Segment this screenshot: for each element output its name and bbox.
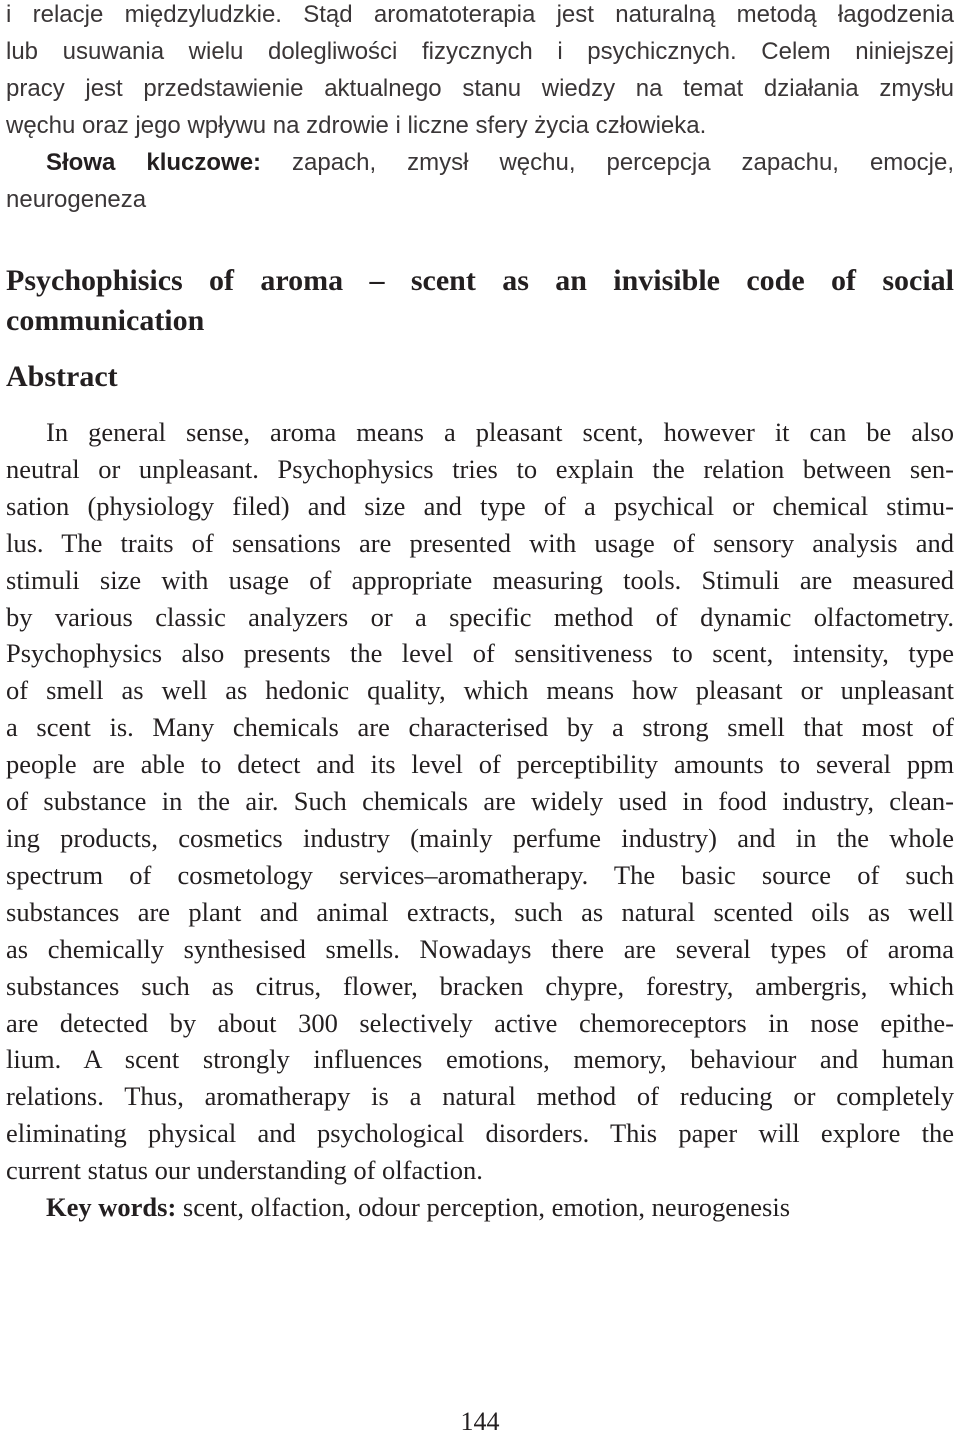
abstract-line: spectrum of cosmetology services–aromatherapy. The basic source of such — [6, 859, 954, 890]
polish-line: i relacje międzyludzkie. Stąd aromatoterapia jest naturalną metodą łagodzenia — [6, 1, 954, 28]
polish-keywords — [6, 144, 954, 218]
paper-page — [6, 0, 954, 1226]
abstract-line: are detected by about 300 selectively active chemoreceptors in nose epithe- — [6, 1007, 954, 1038]
polish-line: pracy jest przedstawienie aktualnego stanu wiedzy na temat działania zmysłu — [6, 75, 954, 102]
abstract-line: a scent is. Many chemicals are characterised by a strong smell that most of — [6, 712, 954, 743]
english-keywords-line — [6, 1189, 954, 1226]
english-keywords — [6, 1189, 954, 1226]
polish-abstract-tail — [6, 0, 954, 144]
polish-keywords-text: zapach, zmysł węchu, percepcja zapachu, emocje, — [261, 149, 954, 176]
polish-line: węchu oraz jego wpływu na zdrowie i liczne sfery życia człowieka. — [6, 112, 707, 139]
polish-keywords-line: neurogeneza — [6, 186, 147, 213]
abstract-line: sation (physiology filed) and size and type of a psychical or chemical stimu- — [6, 490, 954, 521]
abstract-line: people are able to detect and its level of perceptibility amounts to several ppm — [6, 749, 954, 780]
abstract-line: ing products, cosmetics industry (mainly perfume industry) and in the whole — [6, 822, 954, 853]
abstract-line: lus. The traits of sensations are presented with usage of sensory analysis and — [6, 527, 954, 558]
polish-keywords-label: Słowa kluczowe: — [46, 149, 262, 176]
english-title-line: Psychophisics of aroma – scent as an invisible code of social — [6, 264, 954, 297]
english-title — [6, 261, 954, 341]
abstract-heading: Abstract — [6, 360, 118, 393]
abstract-line: neutral or unpleasant. Psychophysics tries to explain the relation between sen- — [6, 453, 954, 484]
abstract-line: In general sense, aroma means a pleasant scent, however it can be also — [46, 417, 954, 447]
abstract-body — [6, 414, 954, 1189]
polish-keywords-line — [6, 144, 954, 181]
abstract-line: Psychophysics also presents the level of sensitiveness to scent, intensity, type — [6, 638, 954, 669]
abstract-line: substances such as citrus, flower, bracken chypre, forestry, ambergris, which — [6, 970, 954, 1001]
abstract-line: stimuli size with usage of appropriate measuring tools. Stimuli are measured — [6, 564, 954, 595]
abstract-line: substances are plant and animal extracts, such as natural scented oils as well — [6, 896, 954, 927]
page-number: 144 — [460, 1407, 500, 1436]
abstract-line: current status our understanding of olfaction. — [6, 1155, 483, 1186]
polish-line: lub usuwania wielu dolegliwości fizycznych i psychicznych. Celem niniejszej — [6, 38, 954, 65]
abstract-line: lium. A scent strongly influences emotions, memory, behaviour and human — [6, 1044, 954, 1075]
english-keywords-label: Key words: — [46, 1192, 177, 1223]
abstract-line: relations. Thus, aromatherapy is a natural method of reducing or completely — [6, 1081, 954, 1112]
english-keywords-text: scent, olfaction, odour perception, emotion, neurogenesis — [176, 1192, 791, 1223]
abstract-line: of substance in the air. Such chemicals are widely used in food industry, clean- — [6, 786, 954, 817]
abstract-line: of smell as well as hedonic quality, which means how pleasant or unpleasant — [6, 675, 954, 706]
english-title-line: communication — [6, 304, 205, 337]
abstract-line: as chemically synthesised smells. Nowadays there are several types of aroma — [6, 933, 954, 964]
abstract-line: by various classic analyzers or a specific method of dynamic olfactometry. — [6, 601, 954, 632]
abstract-line: eliminating physical and psychological disorders. This paper will explore the — [6, 1118, 954, 1149]
